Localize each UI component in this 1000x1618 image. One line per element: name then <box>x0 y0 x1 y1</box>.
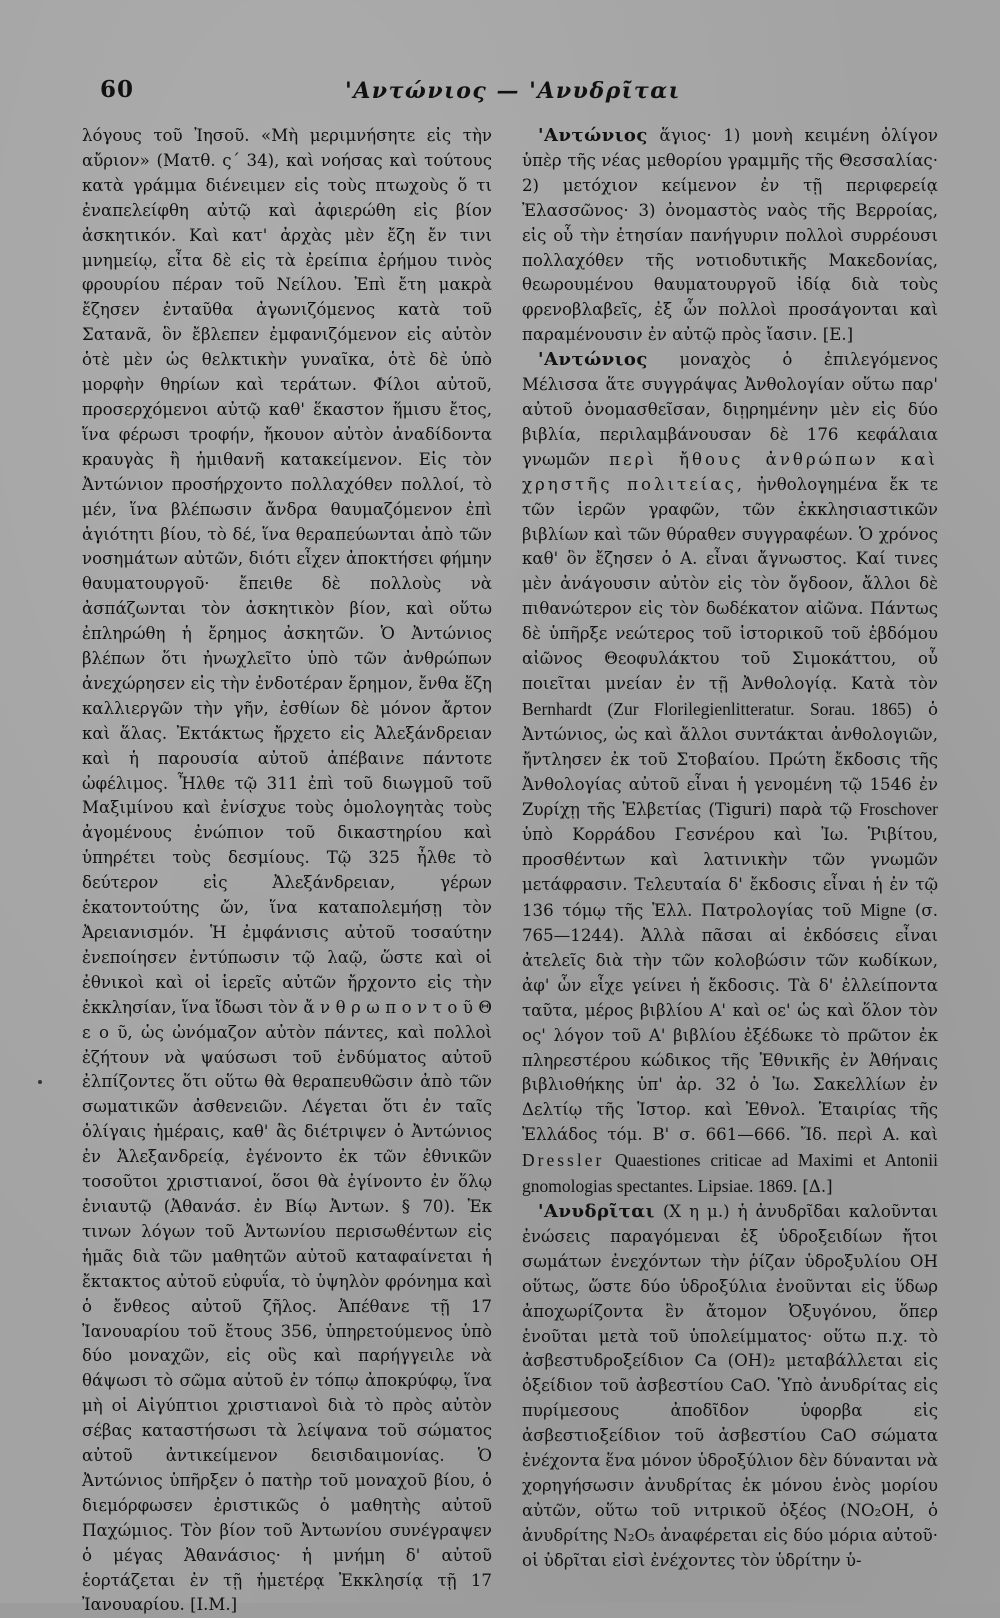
entry-body: (σ. 765—1244). Ἀλλὰ πᾶσαι αἱ ἐκδόσεις εἶναι ἀτελεῖς διὰ τὴν τῶν κολοβώσιν τῶν κωδίκων, ἀφ' ὧν εἶχε γείνει ἡ ἔκδοσις. Τὰ δ' ἐλλείποντα ταῦτα, μέρος βιβλίου Α' καὶ οε' ὡς καὶ ὅλον τὸν ος' λόγον τοῦ Α' βιβλίου ἐξέδωκε τὸ πρῶτον ἐκ πληρεστέρου κώδικος τῆς Ἐθνικῆς ἐν Ἀθήναις βιβλιοθήκης ὑπ' ἀρ. 32 ὁ Ἰω. Σακελλίων ἐν Δελτίῳ τῆς Ἱστορ. καὶ Ἐθνολ. Ἑταιρίας τῆς Ἑλλάδος τόμ. Β' σ. 661—666. Ἴδ. περὶ Α. καὶ <box>522 901 938 1145</box>
entry-antonios-monk <box>522 348 938 1200</box>
entry-body: μοναχὸς ὁ ἐπιλεγόμενος Μέλισσα ἅτε συγγράψας Ἀνθολογίαν οὕτω παρ' αὐτοῦ ὀνομασθεῖσαν, διῃρημένην μὲν εἰς δύο βιβλία, περιλαμβάνουσαν δὲ 176 κεφάλαια γνωμῶν <box>522 350 938 469</box>
entry-body: ἠνθολογημένα ἔκ τε τῶν ἱερῶν γραφῶν, τῶν ἐκκλησιαστικῶν βιβλίων καὶ τῶν θύραθεν συγγραφέων. Ὁ χρόνος καθ' ὃν ἔζησεν ὁ Α. εἶναι ἄγνωστος. Καί τινες μὲν ἀνάγουσιν αὐτὸν εἰς τὸν ὄγδοον, ἄλλοι δὲ πιθανώτερον εἰς τὸν δωδέκατον αἰῶνα. Πάντως δὲ ὑπῆρξε νεώτερος τοῦ ἱστορικοῦ τοῦ ἑβδόμου αἰῶνος Θεοφυλάκτου τοῦ Σιμοκάττου, οὗ ποιεῖται μνείαν ἐν τῇ Ἀνθολογίᾳ. Κατὰ τὸν <box>522 474 938 693</box>
right-column <box>522 124 938 1574</box>
entry-anydritai <box>522 1200 938 1574</box>
entry-latin-author: Dressler <box>522 1150 605 1171</box>
entry-body: ὑπὸ Κορράδου Γεσνέρου καὶ Ἰω. Ῥιβίτου, προσθέντων καὶ λατινικὴν τῶν γνωμῶν μετάφρασιν. Τελευταία δ' ἔκδοσις εἶναι ἡ ἐν τῷ 136 τόμῳ τῆς Ἑλλ. Πατρολογίας τοῦ <box>522 825 938 921</box>
page-number: 60 <box>100 76 135 103</box>
left-column-paragraph: λόγους τοῦ Ἰησοῦ. «Μὴ μεριμνήσητε εἰς τὴν αὔριον» (Ματθ. ς΄ 34), καὶ νοήσας καὶ τούτους κατὰ γράμμα διένειμεν εἰς τοὺς πτωχοὺς ὅ τι ἐναπελείφθη αὐτῷ καὶ ἀφιερώθη εἰς βίον ἀσκητικόν. Καὶ κατ' ἀρχὰς μὲν ἔζη ἔν τινι μνημείῳ, εἶτα δὲ εἰς τὰ ἐρείπια ἐρήμου τινὸς φρουρίου πέραν τοῦ Νείλου. Ἐπὶ ἔτη μακρὰ ἔζησεν ἐνταῦθα ἀγωνιζόμενος κατὰ τοῦ Σατανᾶ, ὃν ἔβλεπεν ἐμφανιζόμενον εἰς αὐτὸν ὁτὲ μὲν ὡς θελκτικὴν γυναῖκα, ὁτὲ δὲ ὑπὸ μορφὴν θηρίων καὶ τεράτων. Φίλοι αὐτοῦ, προσερχόμενοι αὐτῷ καθ' ἕκαστον ἥμισυ ἔτος, ἵνα φέρωσι τροφήν, ἤκουον αὐτὸν ἀναδίδοντα κραυγὰς ἢ ἡμιθανῆ κατακείμενον. Εἰς τὸν Ἀντώνιον προσήρχοντο πολλαχόθεν πολλοί, τὸ μέν, ἵνα βλέπωσιν ἄνδρα θαυμαζόμενον ἐπὶ ἁγιότητι βίου, τὸ δέ, ἵνα θεραπεύωνται ἀπὸ τῶν νοσημάτων αὐτῶν, διότι εἶχεν ἀποκτήσει φήμην θαυματουργοῦ· ἔπειθε δὲ πολλοὺς νὰ ἀσπάζωνται τὸν ἀσκητικὸν βίον, καὶ οὕτω ἐπληρώθη ἡ ἔρημος ἀσκητῶν. Ὁ Ἀντώνιος βλέπων ὅτι ἠνωχλεῖτο ὑπὸ τῶν ἀνθρώπων ἀνεχώρησεν εἰς τὴν ἐνδοτέραν ἔρημον, ἔνθα ἔζη καλλιεργῶν τὴν γῆν, ἐσθίων δὲ μόνον ἄρτον καὶ ἅλας. Ἐκτάκτως ἤρχετο εἰς Ἀλεξάνδρειαν καὶ ἡ παρουσία αὐτοῦ ἀπέβαινε πάντοτε ὠφέλιμος. Ἦλθε τῷ 311 ἐπὶ τοῦ διωγμοῦ τοῦ Μαξιμίνου καὶ ἐνίσχυε τοὺς ὁμολογητὰς τοὺς ἀγομένους ἐνώπιον τοῦ δικαστηρίου καὶ ὑπηρέτει τοὺς δεσμίους. Τῷ 325 ἦλθε τὸ δεύτερον εἰς Ἀλεξάνδρειαν, γέρων ἑκατοντούτης ὤν, ἵνα καταπολεμήσῃ τὸν Ἀρειανισμόν. Ἡ ἐμφάνισις αὐτοῦ τοσαύτην ἐνεποίησεν ἐντύπωσιν τῷ λαῷ, ὥστε καὶ οἱ ἐθνικοὶ καὶ οἱ ἱερεῖς αὐτῶν ἤρχοντο εἰς τὴν ἐκκλησίαν, ἵνα ἴδωσι τὸν ἄ ν θ ρ ω π ο ν τ ο ῦ Θ ε ο ῦ, ὡς ὠνόμαζον αὐτὸν πάντες, καὶ πολλοὶ ἐζήτουν νὰ ψαύσωσι τοῦ ἐνδύματος αὐτοῦ ἐλπίζοντες ὅτι οὕτω θὰ θεραπευθῶσιν ἀπὸ τῶν σωματικῶν ἀσθενειῶν. Λέγεται ὅτι ἐν ταῖς ὀλίγαις ἡμέραις, καθ' ἃς διέτριψεν ὁ Ἀντώνιος ἐν Ἀλεξανδρείᾳ, ἐγένοντο ἐκ τῶν ἐθνικῶν τοσοῦτοι χριστιανοί, ὅσοι θὰ ἐγίνοντο ἐν ὅλῳ ἐνιαυτῷ (Ἀθανάσ. ἐν Βίῳ Ἀντων. § 70). Ἐκ τινων λόγων τοῦ Ἀντωνίου περισωθέντων εἰς ἡμᾶς διὰ τῶν μαθητῶν αὐτοῦ καταφαίνεται ἡ ἔκτακτος αὐτοῦ εὐφυΐα, τὸ ὑψηλὸν φρόνημα καὶ ὁ ἔνθεος αὐτοῦ ζῆλος. Ἀπέθανε τῇ 17 Ἰανουαρίου τοῦ ἔτους 356, ὑπηρετούμενος ὑπὸ δύο μοναχῶν, εἰς οὓς καὶ παρήγγειλε νὰ θάψωσι τὸ σῶμα αὐτοῦ ἐν τόπῳ ἀποκρύφῳ, ἵνα μὴ οἱ Αἰγύπτιοι χριστιανοὶ διὰ τὸ πρὸς αὐτὸν σέβας καταστήσωσι τὰ λείψανα τοῦ σώματος αὐτοῦ ἀντικείμενον δεισιδαιμονίας. Ὁ Ἀντώνιος ὑπῆρξεν ὁ πατὴρ τοῦ μοναχοῦ βίου, ὁ διεμόρφωσεν ἐριστικῶς ὁ μαθητὴς αὐτοῦ Παχώμιος. Τὸν βίον τοῦ Ἀντωνίου συνέγραψεν ὁ μέγας Ἀθανάσιος· ἡ μνήμη δ' αὐτοῦ ἑορτάζεται ἐν τῇ ἡμετέρᾳ Ἐκκλησίᾳ τῇ 17 Ἰανουαρίου. [Ι.Μ.] <box>82 126 492 1615</box>
entry-heading: 'Ανυδρῖται <box>538 1200 655 1222</box>
running-title: 'Αντώνιος — 'Ανυδρῖται <box>345 78 681 104</box>
entry-spaced-title: περὶ ἤθους ἀνθρώπων καὶ χρηστῆς πολιτείας, <box>522 449 938 494</box>
entry-latin-citation: Bernhardt (Zur Florilegienlitteratur. Sorau. 1865) <box>522 698 912 719</box>
entry-latin-name: Migne <box>860 900 907 921</box>
entry-body: ἅγιος· 1) μονὴ κειμένη ὀλίγον ὑπὲρ τῆς νέας μεθορίου γραμμῆς τῆς Θεσσαλίας· 2) μετόχιον κείμενον ἐν τῇ περιφερείᾳ Ἐλασσῶνος· 3) ὀνομαστὸς ναὸς τῆς Βερροίας, εἰς οὗ τὴν ἐτησίαν πανήγυριν πολλοὶ συρρέουσι πολλαχόθεν τῆς νοτιοδυτικῆς Μακεδονίας, θεωρουμένου θαυματουργοῦ ἰδίᾳ διὰ τοὺς φρενοβλαβεῖς, ἐξ ὧν πολλοὶ προσάγονται καὶ παραμένουσιν ἐν αὐτῷ πρὸς ἴασιν. [Ε.] <box>522 126 938 345</box>
entry-author-initials: [Δ.] <box>802 1177 833 1197</box>
margin-mark <box>38 1080 42 1084</box>
entry-body: ὁ Ἀντώνιος, ὡς καὶ ἄλλοι συντάκται ἀνθολογιῶν, ἤντλησεν ἐκ τοῦ Στοβαίου. Πρώτη ἔκδοσις τῆς Ἀνθολογίας αὐτοῦ εἶναι ἡ γενομένη τῷ 1546 ἐν Ζυρίχῃ τῆς Ἑλβετίας (Tiguri) παρὰ τῷ <box>522 699 938 820</box>
entry-body: ἡ ἀνυδρῖδαι καλοῦνται ἐνώσεις παραγόμεναι ἐξ ὑδροξειδίων ἤτοι σωμάτων ἐνεχόντων τὴν ῥίζαν ὑδροξυλίου ΟΗ οὕτως, ὥστε δύο ὑδροξύλια ἐνοῦνται εἰς ὕδωρ ἀποχωρίζοντα ἓν ἄτομον Ὀξυγόνου, ὅπερ ἑνοῦται μετὰ τοῦ ὑπολείμματος· οὕτω π.χ. τὸ ἀσβεστυδροξείδιον Ca (OH)₂ μεταβάλλεται εἰς ὀξείδιον τοῦ ἀσβεστίου CaO. Ὑπὸ ἀνυδρίτας εἰς πυρίμεσους ἀποδῖδον ὑφορβα εἰς ἀσβεστιοξείδιον τοῦ ἀσβεστίου CaO σώματα ἐνέχοντα ἕνα μόνον ὑδροξύλιον δὲν δύνανται νὰ χορηγήσωσιν ἀνυδρίτας ἐκ μόνου ἑνὸς μορίου αὐτῶν, οὕτω τοῦ νιτρικοῦ ὀξέος (NO₂OH, ὁ ἀνυδρίτης N₂O₅ ἀναφέρεται εἰς δύο μόρια αὐτοῦ· οἱ ὑδρῖται εἰσὶ ἐνέχοντες τὸν ὑδρίτην ὑ- <box>522 1201 938 1570</box>
entry-abbreviation: (Χ η μ.) <box>662 1201 730 1221</box>
left-column <box>82 124 492 1618</box>
entry-antonios-saint <box>522 124 938 348</box>
entry-heading: 'Αντώνιος <box>538 349 648 371</box>
entry-heading: 'Αντώνιος <box>538 125 648 146</box>
entry-latin-title: Quaestiones criticae ad Maximi et Antonii gnomologias spectantes. Lipsiae. 1869. <box>522 1150 938 1197</box>
entry-latin-name: Froschover <box>859 799 938 820</box>
